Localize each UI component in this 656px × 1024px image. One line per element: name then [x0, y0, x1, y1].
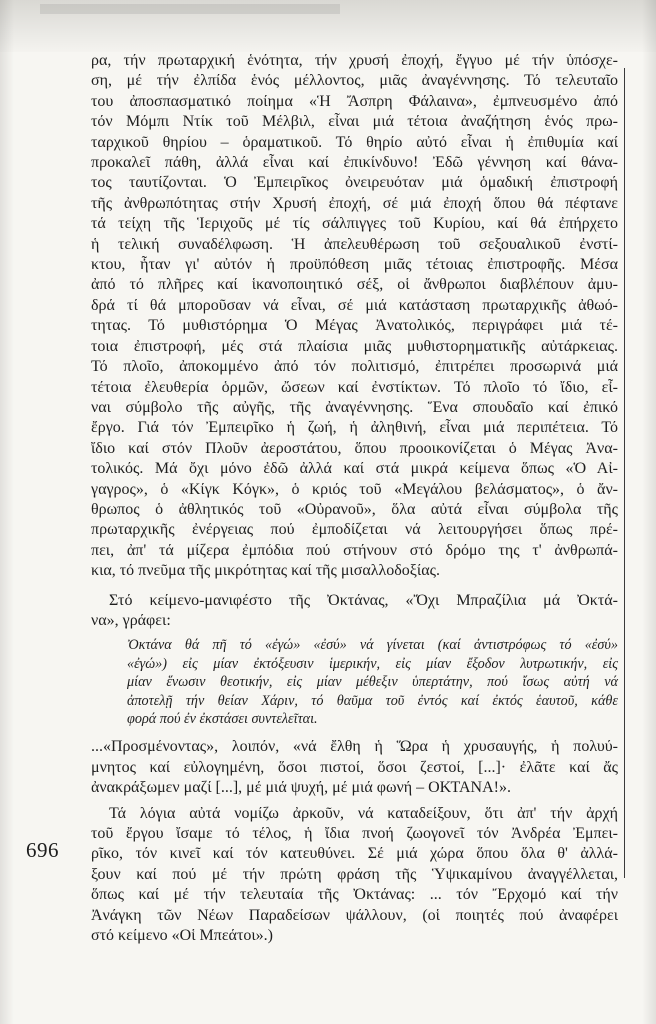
text-line: τος ταυτίζονται. Ὁ Ἐμπειρῖκος ὀνειρευόταν μιά ὁμαδική ἐπιστροφή: [91, 174, 618, 192]
text-line: Τό πλοῖο, ἀποκομμένο ἀπό τόν πολιτισμό, ἐπιτρέπει προσωρινά μιά: [91, 358, 618, 376]
text-line: ση, μέ τήν ἐλπίδα ἑνός μέλλοντος, μιᾶς ἀναγέννησης. Τό τελευταῖο: [91, 72, 618, 90]
quote-line: ἀποτελῇ τήν θείαν Χάριν, τό θαῦμα τοῦ ἐντός καί ἐκτός ἑαυτοῦ, κάθε: [127, 692, 618, 709]
page-edge-right: [642, 0, 656, 1024]
text-line: πρωταρχικῆς ἐνέργειας πού ἐμποδίζεται νά λειτουργήσει ὅπως πρέ-: [91, 521, 618, 539]
text-line: τοῦ ἔργου ἴσαμε τό τέλος, ἡ ἴδια πνοή ζωογονεῖ τόν Ἀνδρέα Ἐμπει-: [91, 825, 618, 843]
paragraph-4: [91, 804, 618, 947]
paragraph-3: [91, 737, 618, 798]
text-line: προκαλεῖ πάθη, ἀλλά εἶναι καί ἐπικίνδυνο! Ἐδῶ γέννηση καί θάνα-: [91, 154, 618, 172]
page-body: [91, 51, 618, 946]
text-line: δρά τί θά μποροῦσαν νά εἶναι, σέ μιά κατάσταση πρωταρχικῆς ἀθωό-: [91, 296, 618, 314]
quote-line: «ἐγώ») εἰς μίαν ἐκτόξευσιν ἱμερικήν, εἰς μίαν ἔξοδον λυτρωτικήν, εἰς: [127, 655, 618, 672]
text-line: ...«Προσμένοντας», λοιπόν, «νά ἔλθη ἡ Ὥρα ἡ χρυσαυγής, ἡ πολυύ-: [91, 738, 618, 756]
text-line: τόν Μόμπι Ντίκ τοῦ Μέλβιλ, εἶναι μιά τέτοια ἀναζήτηση ἑνός πρω-: [91, 113, 618, 131]
text-line: τά τείχη τῆς Ἱεριχοῦς μέ τίς σάλπιγγες τοῦ Κυρίου, καί θά ἐπήρχετο: [91, 215, 618, 233]
text-line: ὅπως καί μέ τήν τελευταία τῆς Ὀκτάνας: ... τόν Ἔρχομό καί τήν: [91, 886, 618, 904]
text-line: ναι σύμβολο τῆς αὐγῆς, τῆς ἀναγέννησης. Ἕνα σπουδαῖο καί ἐπικό: [91, 398, 618, 416]
text-line: να», γράφει:: [91, 611, 171, 629]
text-line: τοια ἐπιστροφή, μές στά πλαίσια μιᾶς μυθιστορηματικῆς αὐτάρκειας.: [91, 337, 618, 355]
text-line: τέτοια ἐλευθερία ὁρμῶν, ὤσεων καί ἐνστίκτων. Τό πλοῖο τό ἴδιο, εἶ-: [91, 378, 618, 396]
text-line: ἀπό τό πλῆρες καί ἱκανοποιητικό σέξ, οἱ ἄνθρωποι διαβλέπουν ἀμυ-: [91, 276, 618, 294]
text-line: ἴδιο καί στόν Πλοῦν ἀεροστάτου, ὅπου προοικονίζεται ὁ Μέγας Ἀνα-: [91, 439, 618, 457]
quote-line: Ὀκτάνα θά πῆ τό «ἐγώ» «ἐσύ» νά γίνεται (καί ἀντιστρόφως τό «ἐσύ»: [127, 637, 618, 654]
scan-bleed-through: [40, 4, 340, 14]
text-line: του ἀποσπασματικό ποίημα «Ἡ Ἄσπρη Φάλαινα», ἐμπνευσμένο ἀπό: [91, 92, 618, 110]
text-line: τῆς ἀνθρωπότητας στήν Χρυσή ἐποχή, σέ μιά ἐποχή ὅπου θά πέφτανε: [91, 194, 618, 212]
text-line: ἔργο. Γιά τόν Ἐμπειρῖκο ἡ ζωή, ἡ ἀληθινή, εἶναι μιά περιπέτεια. Τό: [91, 419, 618, 437]
text-line: Ἀνάγκη τῶν Νέων Παραδείσων ψάλλουν, (οἱ ποιητές πού ἀναφέρει: [91, 906, 618, 924]
text-line: Τά λόγια αὐτά νομίζω ἀρκοῦν, νά καταδείξουν, ὅτι ἀπ' τήν ἀρχή: [109, 804, 618, 822]
text-line: πει, ἀπ' τά μίζερα ἐμπόδια πού στήνουν στό δρόμο της τ' ἀνθρωπά-: [91, 541, 618, 559]
quote-line: μίαν ἕνωσιν θεοτικήν, εἰς μίαν μέθεξιν ὑπερτάτην, πού ἴσως αὐτή νά: [127, 674, 618, 691]
page-number: 696: [26, 838, 59, 862]
block-quote: [127, 636, 618, 728]
text-line: ρῖκο, τόν κινεῖ καί τόν κατευθύνει. Σέ μιά χώρα ὅπου ὅλα θ' ἀλλά-: [91, 845, 618, 863]
text-line: τητας. Τό μυθιστόρημα Ὁ Μέγας Ἀνατολικός, περιγράφει μιά τέ-: [91, 317, 618, 335]
text-line: ρα, τήν πρωταρχική ἑνότητα, τήν χρυσή ἐποχή, ἔγγυο μέ τήν ὑπόσχε-: [91, 52, 618, 69]
text-line: κια, τό πνεῦμα τῆς μικρότητας καί τῆς μισαλλοδοξίας.: [91, 562, 440, 580]
text-line: ἡ τελική συναδέλφωση. Ἡ ἀπελευθέρωση τοῦ σεξουαλικοῦ ἐνστί-: [91, 235, 618, 253]
paragraph-2: [91, 591, 618, 632]
text-line: γαγρος», ὁ «Κίγκ Κόγκ», ὁ κριός τοῦ «Μεγάλου βελάσματος», ὁ ἄν-: [91, 480, 618, 498]
text-line: Στό κείμενο-μανιφέστο τῆς Ὀκτάνας, «Ὄχι Μπραζίλια μά Ὀκτά-: [109, 591, 618, 609]
text-line: ἀνακράξωμεν μαζί [...], μέ μιά ψυχή, μέ μιά φωνή – ΟΚΤΑΝΑ!».: [91, 779, 511, 797]
text-line: ταρχικοῦ θηρίου – ὁραματικοῦ. Τό θηρίο αὐτό εἶναι ἡ ἐπιθυμία καί: [91, 133, 618, 151]
paragraph-1: [91, 51, 618, 582]
page-edge-left: [0, 0, 14, 1024]
margin-rule: [624, 68, 625, 878]
text-line: τολικός. Μά ὄχι μόνο ἐδῶ ἀλλά καί στά μικρά κείμενα ὅπως «Ὁ Αἰ-: [91, 460, 618, 478]
text-line: ξουν καί πού μέ τήν πρώτη φράση τῆς Ὑψικαμίνου ἀναγγέλλεται,: [91, 865, 618, 883]
text-line: κτου, ἦταν γι' αὐτόν ἡ προϋπόθεση μιᾶς τέτοιας ἐπιστροφῆς. Μέσα: [91, 256, 618, 274]
paragraph-gap: [91, 728, 618, 737]
paragraph-gap: [91, 582, 618, 591]
scan-top-shadow: [0, 0, 656, 52]
text-line: θρωπος ὁ ἀθλητικός τοῦ «Οὐρανοῦ», ὅλα αὐτά εἶναι σύμβολα τῆς: [91, 500, 618, 518]
text-line: στό κείμενο «Οἱ Μπεάτοι».): [91, 927, 273, 945]
text-line: μνητος καί εὐλογημένη, ὅσοι πιστοί, ὅσοι ζεστοί, [...]· ἐλᾶτε καί ἄς: [91, 758, 618, 776]
quote-line: φορά πού ἐν ἐκστάσει συντελεῖται.: [127, 711, 318, 727]
